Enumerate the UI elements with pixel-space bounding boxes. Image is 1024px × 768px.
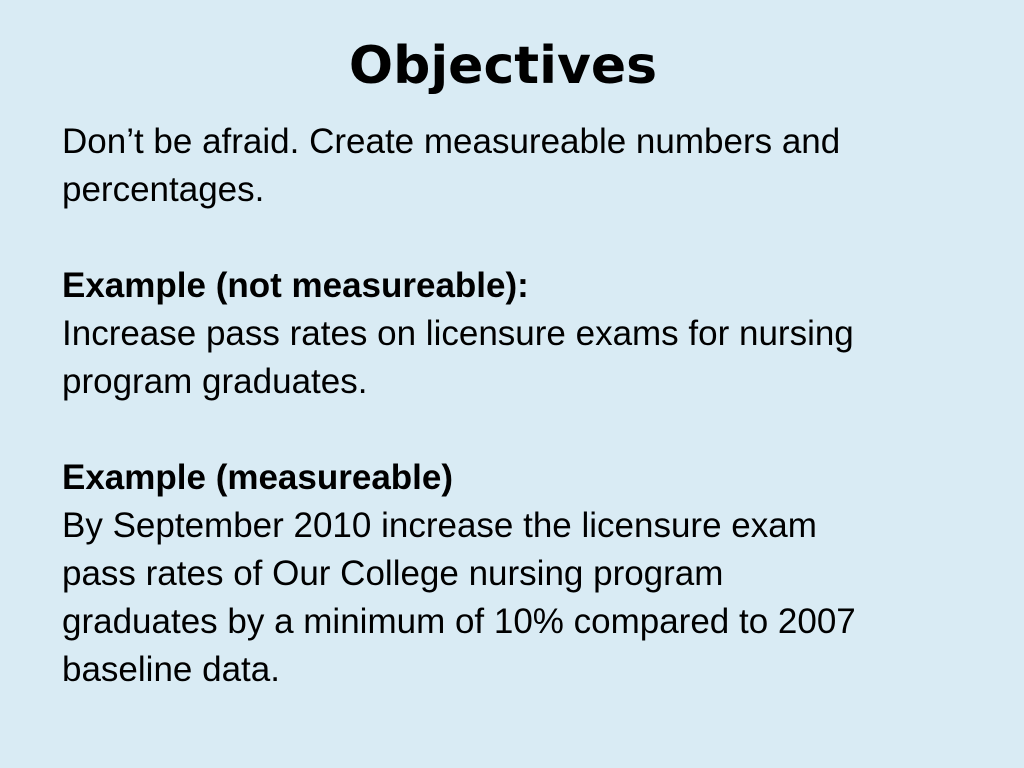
slide-body [62,118,982,694]
spacer [62,214,982,262]
example-measureable-line-3: graduates by a minimum of 10% compared to 2007 [62,602,856,641]
slide-title: Objectives [348,36,658,96]
example-measureable-line-4: baseline data. [62,650,280,689]
example-measureable-line-1: By September 2010 increase the licensure exam [62,506,817,545]
intro-line-1: Don’t be afraid. Create measureable numbers and [62,122,841,161]
example-not-measureable-line-2: program graduates. [62,362,368,401]
spacer [62,406,982,454]
example-not-measureable-heading: Example (not measureable): [62,266,529,305]
example-measureable-line-2: pass rates of Our College nursing program [62,554,724,593]
example-measureable-heading: Example (measureable) [62,458,454,497]
example-not-measureable-line-1: Increase pass rates on licensure exams for nursing [62,314,854,353]
intro-line-2: percentages. [62,170,265,209]
